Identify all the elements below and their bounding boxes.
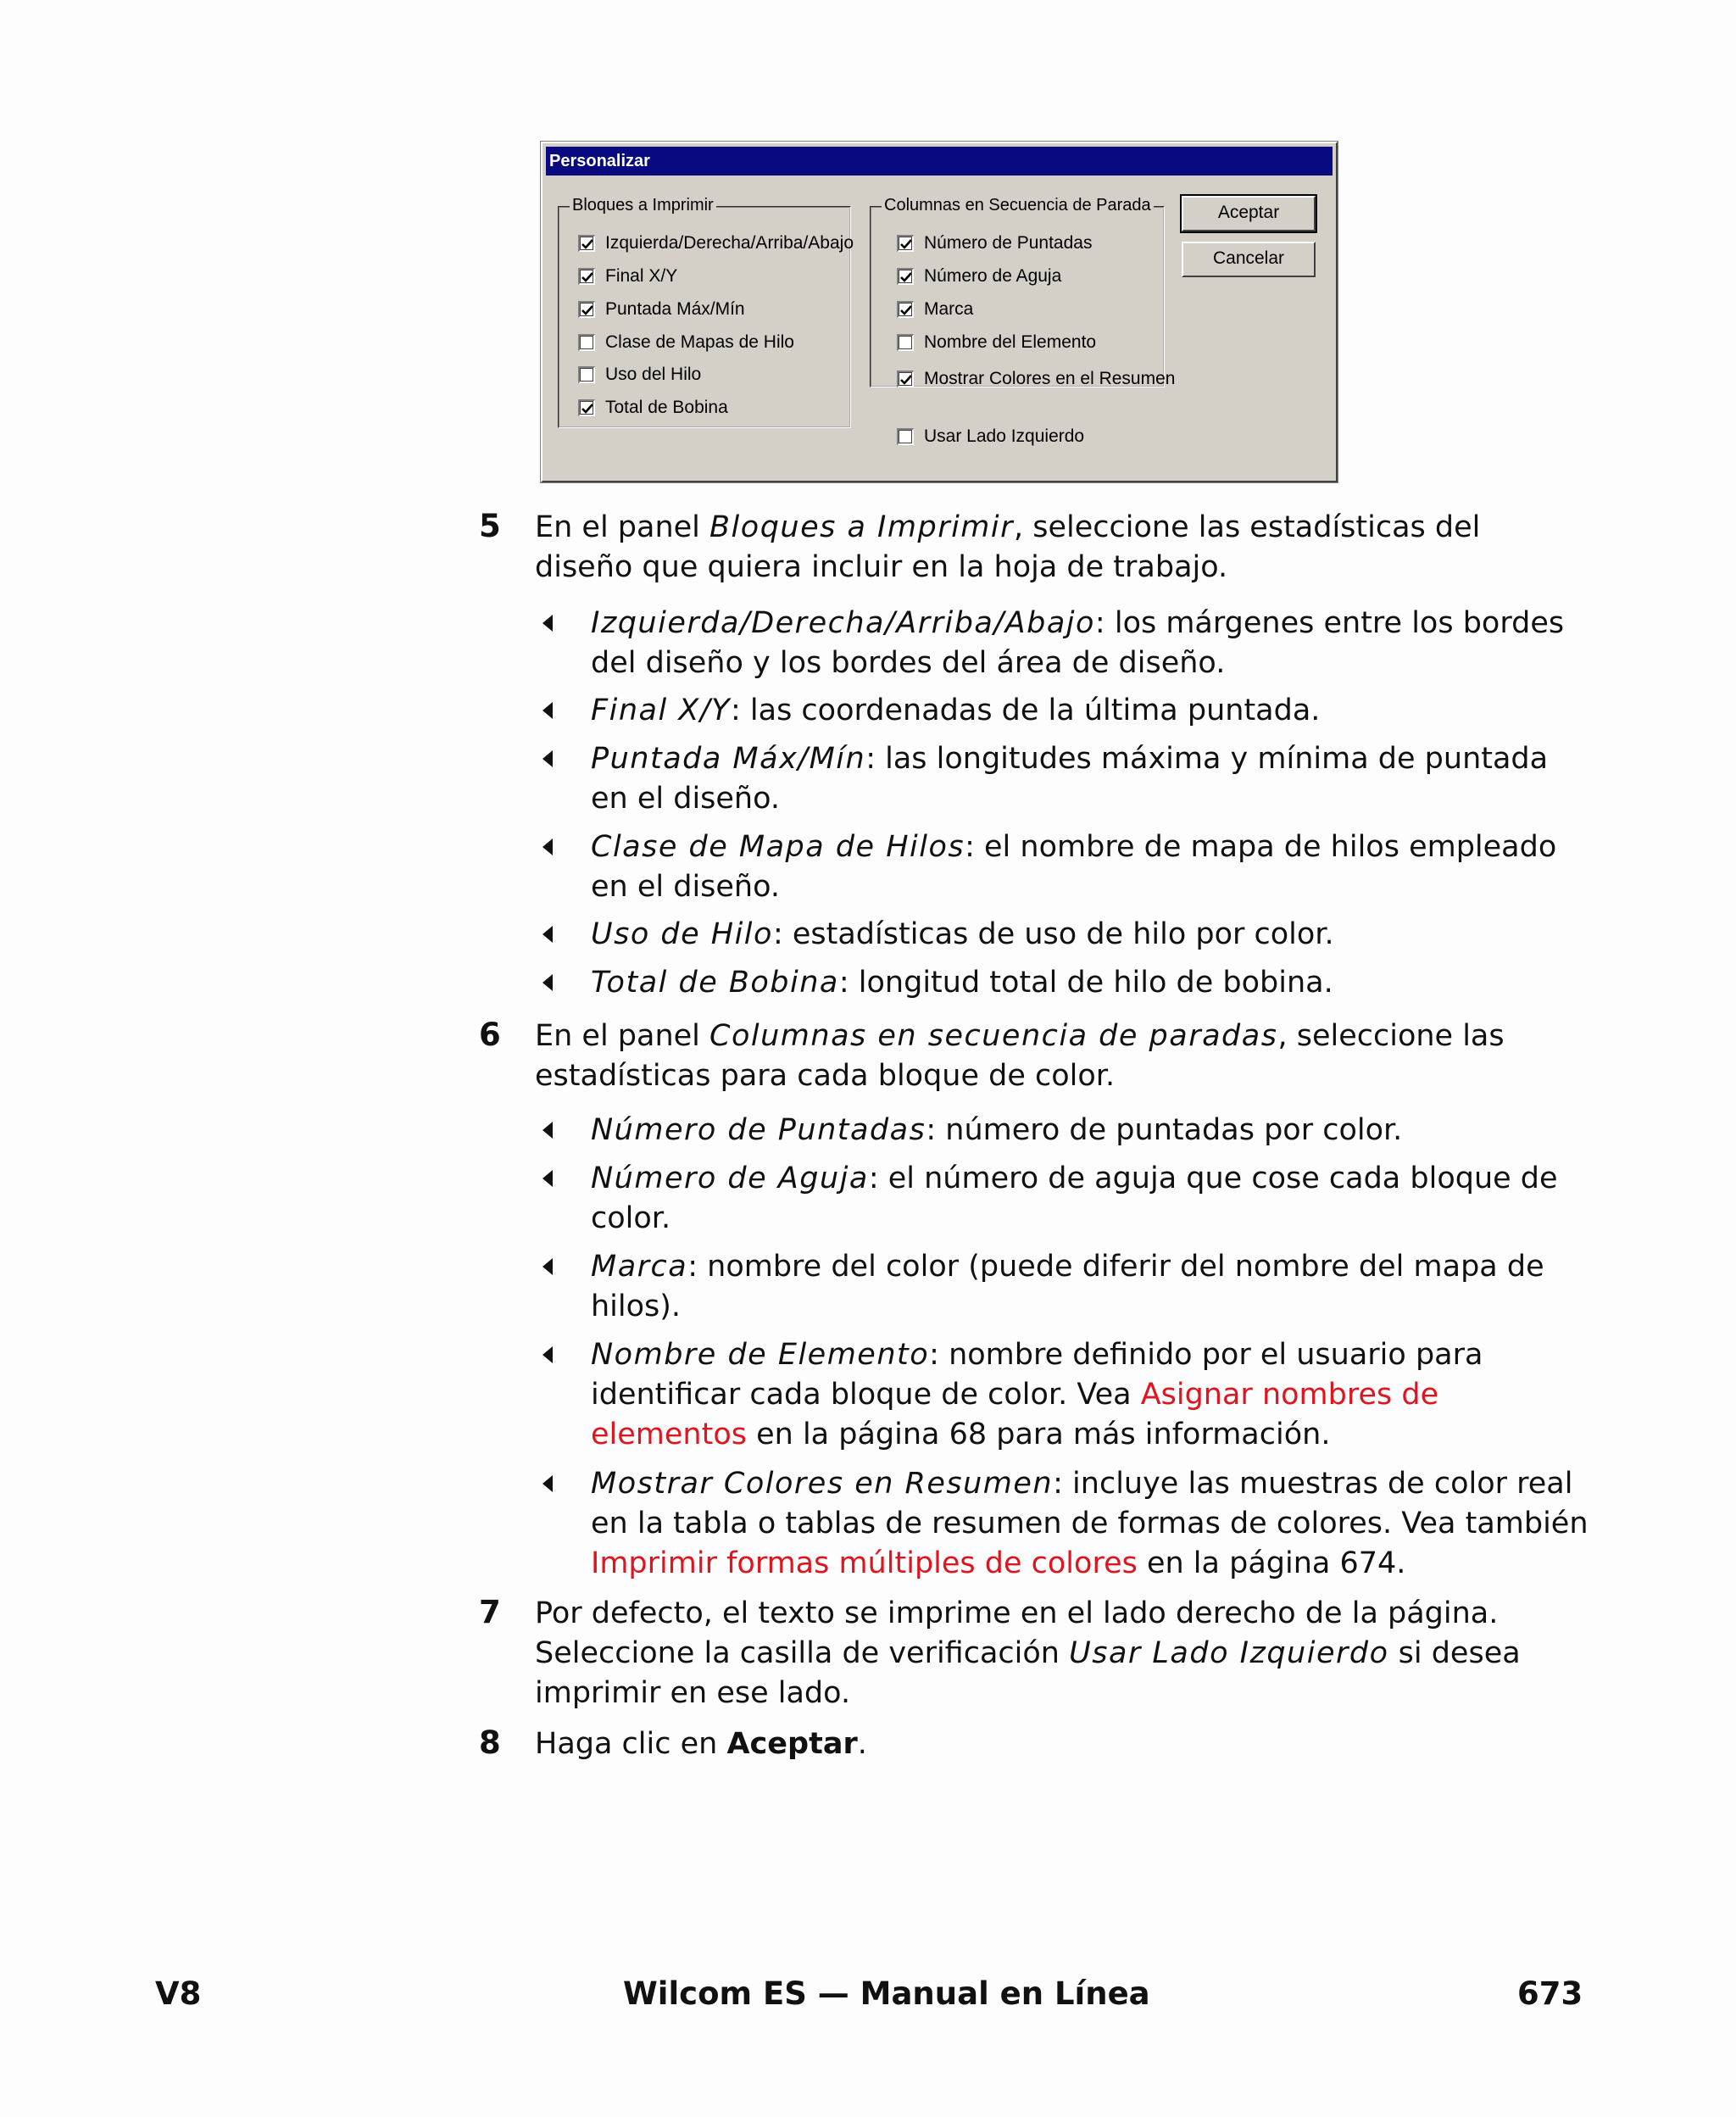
bullet-text: [591, 915, 1591, 955]
step-text-part: .: [857, 1727, 867, 1761]
bullet-text: [591, 1247, 1591, 1327]
bullet-term: Uso de Hilo: [591, 917, 773, 951]
bullet-triangle-icon: [542, 1475, 553, 1492]
bullet-triangle-icon: [542, 1346, 553, 1363]
checkbox-numero-aguja[interactable]: [897, 266, 1061, 287]
step-number: 5: [479, 508, 501, 544]
bullet-text: [591, 691, 1591, 731]
bullet-term: Izquierda/Derecha/Arriba/Abajo: [591, 606, 1095, 640]
cancel-button[interactable]: Cancelar: [1182, 242, 1316, 277]
checkbox-box[interactable]: [578, 399, 595, 416]
checkbox-box[interactable]: [578, 268, 595, 285]
step-text: [535, 1017, 1586, 1096]
checkbox-box[interactable]: [578, 301, 595, 318]
checkbox-box[interactable]: [578, 334, 595, 351]
bullet-text: [591, 963, 1591, 1003]
bullet-triangle-icon: [542, 1122, 553, 1139]
checkbox-label: Puntada Máx/Mín: [605, 299, 745, 319]
step-text: [535, 1594, 1586, 1713]
checkbox-label: Marca: [924, 299, 974, 319]
bullet-term: Total de Bobina: [591, 966, 839, 1000]
checkbox-mostrar-colores[interactable]: [897, 369, 1175, 389]
checkbox-label: Nombre del Elemento: [924, 332, 1097, 352]
bullet-triangle-icon: [542, 926, 553, 943]
bullet-text: [591, 604, 1591, 683]
checkbox-label: Uso del Hilo: [605, 365, 702, 384]
link-imprimir-formas[interactable]: Imprimir formas múltiples de colores: [591, 1546, 1138, 1580]
bullet-term: Puntada Máx/Mín: [591, 742, 866, 776]
step-number: 8: [479, 1724, 501, 1761]
checkbox-nombre-elemento[interactable]: [897, 332, 1096, 353]
bullet-text: [591, 1464, 1591, 1584]
checkbox-label: Número de Puntadas: [924, 233, 1093, 253]
option-name: Usar Lado Izquierdo: [1069, 1636, 1389, 1670]
bullet-desc: : el nombre de mapa de hilos empleado en el diseño.: [591, 830, 1557, 904]
bullet-text: [591, 1159, 1591, 1239]
checkbox-label: Izquierda/Derecha/Arriba/Abajo: [605, 233, 854, 253]
bullet-triangle-icon: [542, 615, 553, 632]
bullet-text: [591, 739, 1591, 819]
checkbox-numero-puntadas[interactable]: [897, 233, 1092, 253]
checkbox-uso-hilo[interactable]: [578, 365, 701, 385]
step-number: 6: [479, 1017, 501, 1053]
panel-name: Bloques a Imprimir: [709, 510, 1015, 544]
bullet-triangle-icon: [542, 1258, 553, 1275]
checkbox-box[interactable]: [897, 428, 914, 445]
accept-button[interactable]: Aceptar: [1182, 196, 1316, 231]
bullet-desc: : número de puntadas por color.: [926, 1113, 1403, 1147]
bullet-desc: : los márgenes entre los bordes del diseño y los bordes del área de diseño.: [591, 606, 1565, 680]
bullet-desc: : el número de aguja que cose cada bloque de color.: [591, 1162, 1558, 1235]
checkbox-clase-mapas[interactable]: [578, 332, 794, 353]
button-name: Aceptar: [726, 1727, 858, 1761]
checkbox-label: Final X/Y: [605, 266, 678, 286]
link-asignar-nombres[interactable]: Asignar nombres de elementos: [591, 1378, 1439, 1451]
bullet-desc: : nombre definido por el usuario para identificar cada bloque de color. Vea: [591, 1338, 1483, 1412]
dialog-title: Personalizar: [546, 147, 1333, 175]
bullet-term: Clase de Mapa de Hilos: [591, 830, 965, 864]
checkbox-box[interactable]: [897, 301, 914, 318]
bullet-text: [591, 1111, 1591, 1150]
bullet-triangle-icon: [542, 974, 553, 991]
step-text: [535, 1724, 1586, 1764]
step-text-part: Por defecto, el texto se imprime en el lado derecho de la página. Seleccione la casilla de verificación: [535, 1596, 1499, 1670]
checkbox-box[interactable]: [578, 235, 595, 252]
checkbox-label: Total de Bobina: [605, 398, 728, 417]
bullet-desc: : las longitudes máxima y mínima de puntada en el diseño.: [591, 742, 1549, 816]
step-text-part: Haga clic en: [535, 1727, 727, 1761]
bullet-triangle-icon: [542, 702, 553, 719]
step-number: 7: [479, 1594, 501, 1630]
step-text-part: En el panel: [535, 1019, 710, 1053]
bullet-desc: : incluye las muestras de color real en la tabla o tablas de resumen de formas de colores. Vea también: [591, 1467, 1589, 1540]
bullet-triangle-icon: [542, 750, 553, 767]
footer-version: V8: [155, 1975, 202, 2012]
checkbox-box[interactable]: [578, 366, 595, 383]
bullet-desc: : estadísticas de uso de hilo por color.: [772, 917, 1334, 951]
bullet-triangle-icon: [542, 838, 553, 855]
bullet-desc-after: en la página 68 para más información.: [746, 1418, 1331, 1451]
columns-group-legend: Columnas en Secuencia de Parada: [882, 196, 1154, 215]
bullet-term: Marca: [591, 1250, 688, 1284]
bullet-term: Número de Puntadas: [591, 1113, 926, 1147]
checkbox-izq-der[interactable]: [578, 233, 854, 253]
bullet-triangle-icon: [542, 1170, 553, 1187]
blocks-group-legend: Bloques a Imprimir: [570, 196, 716, 215]
step-text-part: En el panel: [535, 510, 710, 544]
checkbox-final-xy[interactable]: [578, 266, 677, 287]
checkbox-marca[interactable]: [897, 299, 973, 320]
step-text: [535, 508, 1586, 588]
blocks-group: [558, 196, 854, 428]
checkbox-box[interactable]: [897, 334, 914, 351]
checkbox-label: Usar Lado Izquierdo: [924, 426, 1085, 446]
checkbox-box[interactable]: [897, 235, 914, 252]
bullet-term: Final X/Y: [591, 694, 731, 727]
checkbox-label: Número de Aguja: [924, 266, 1062, 286]
bullet-text: [591, 1335, 1591, 1455]
checkbox-total-bobina[interactable]: [578, 398, 728, 418]
bullet-desc-after: en la página 674.: [1137, 1546, 1406, 1580]
bullet-term: Nombre de Elemento: [591, 1338, 930, 1372]
bullet-text: [591, 827, 1591, 907]
bullet-desc: : las coordenadas de la última puntada.: [730, 694, 1321, 727]
bullet-desc: : longitud total de hilo de bobina.: [838, 966, 1333, 1000]
panel-name: Columnas en secuencia de paradas: [709, 1019, 1278, 1053]
checkbox-usar-lado-izquierdo[interactable]: [897, 426, 1084, 447]
personalizar-dialog: [541, 142, 1338, 482]
columns-group: [870, 196, 1176, 388]
bullet-term: Número de Aguja: [591, 1162, 869, 1195]
checkbox-label: Clase de Mapas de Hilo: [605, 332, 794, 352]
bullet-term: Mostrar Colores en Resumen: [591, 1467, 1054, 1501]
checkbox-label: Mostrar Colores en el Resumen: [924, 369, 1176, 388]
step-text-part: si desea imprimir en ese lado.: [535, 1636, 1521, 1710]
step-text-part: , seleccione las estadísticas para cada bloque de color.: [535, 1019, 1505, 1093]
checkbox-puntada-max-min[interactable]: [578, 299, 745, 320]
step-text-part: , seleccione las estadísticas del diseño que quiera incluir en la hoja de trabajo.: [535, 510, 1481, 584]
checkbox-box[interactable]: [897, 268, 914, 285]
checkbox-box[interactable]: [897, 370, 914, 387]
footer-page-number: 673: [1517, 1975, 1583, 2012]
bullet-desc: : nombre del color (puede diferir del nombre del mapa de hilos).: [591, 1250, 1544, 1323]
footer-title: Wilcom ES — Manual en Línea: [623, 1975, 1150, 2012]
